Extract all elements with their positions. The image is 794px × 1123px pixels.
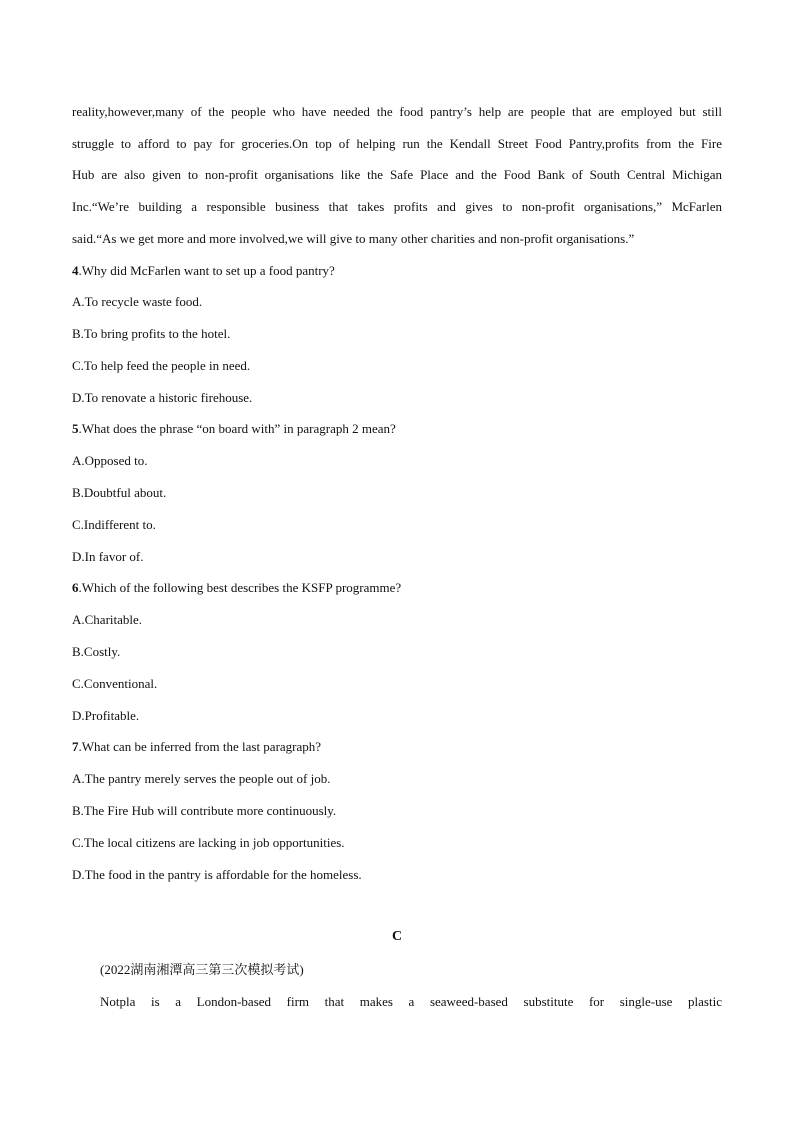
option-4b: B.To bring profits to the hotel. xyxy=(72,326,231,341)
option-6c: C.Conventional. xyxy=(72,676,158,691)
option-5c: C.Indifferent to. xyxy=(72,517,156,532)
option-6d: D.Profitable. xyxy=(72,708,140,723)
section-source: (2022湖南湘潭高三第三次模拟考试) xyxy=(100,962,304,977)
question-number: 5 xyxy=(72,421,79,436)
option-5d: D.In favor of. xyxy=(72,549,144,564)
option-5a: A.Opposed to. xyxy=(72,453,148,468)
option-4d: D.To renovate a historic firehouse. xyxy=(72,390,253,405)
section-first-line: Notpla is a London-based firm that makes a seaweed-based substitute for single-use plastic xyxy=(100,994,722,1009)
question-4 xyxy=(72,263,335,279)
option-6b: B.Costly. xyxy=(72,644,121,659)
option-7d: D.The food in the pantry is affordable for the homeless. xyxy=(72,867,362,882)
option-7b: B.The Fire Hub will contribute more continuously. xyxy=(72,803,337,818)
question-number: 7 xyxy=(72,739,79,754)
paragraph-line-4: Inc.“We’re building a responsible business that takes profits and gives to non-profit organisations,” McFarlen xyxy=(72,199,722,214)
question-stem: .Which of the following best describes the KSFP programme? xyxy=(78,580,402,595)
question-7 xyxy=(72,739,321,755)
option-5b: B.Doubtful about. xyxy=(72,485,167,500)
question-5 xyxy=(72,421,396,437)
option-4a: A.To recycle waste food. xyxy=(72,294,203,309)
question-stem: .What does the phrase “on board with” in paragraph 2 mean? xyxy=(78,421,396,436)
section-heading: C xyxy=(391,929,403,944)
option-7c: C.The local citizens are lacking in job opportunities. xyxy=(72,835,345,850)
question-stem: .What can be inferred from the last paragraph? xyxy=(78,739,322,754)
question-stem: .Why did McFarlen want to set up a food pantry? xyxy=(78,263,335,278)
option-6a: A.Charitable. xyxy=(72,612,143,627)
paragraph-line-3: Hub are also given to non-profit organisations like the Safe Place and the Food Bank of South Central Michigan xyxy=(72,167,722,182)
question-number: 4 xyxy=(72,263,79,278)
option-4c: C.To help feed the people in need. xyxy=(72,358,251,373)
question-number: 6 xyxy=(72,580,79,595)
option-7a: A.The pantry merely serves the people out of job. xyxy=(72,771,331,786)
paragraph-line-2: struggle to afford to pay for groceries.On top of helping run the Kendall Street Food Pantry,profits from the Fire xyxy=(72,136,722,151)
paragraph-line-1: reality,however,many of the people who have needed the food pantry’s help are people that are employed but still xyxy=(72,104,722,119)
paragraph-line-5: said.“As we get more and more involved,we will give to many other charities and non-profit organisations.” xyxy=(72,231,635,246)
question-6 xyxy=(72,580,401,596)
